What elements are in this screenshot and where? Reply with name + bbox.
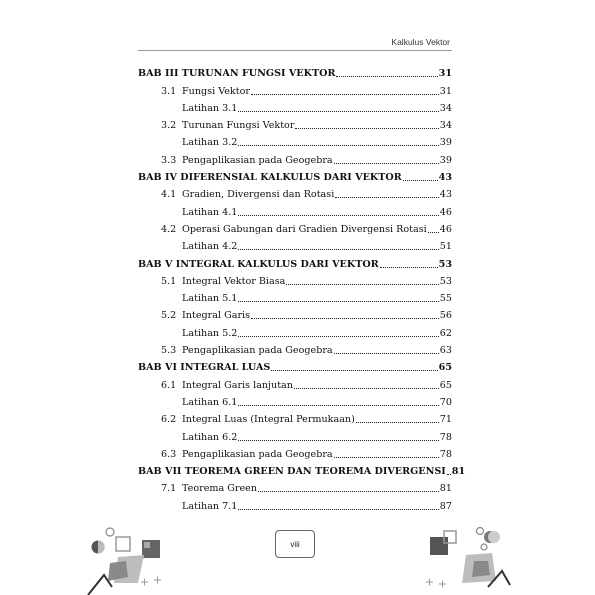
- toc-entry-page: 78: [439, 431, 452, 443]
- dot-leader: [251, 93, 439, 95]
- toc-entry-exercise: [138, 98, 452, 115]
- toc-entry-page: 53: [439, 275, 452, 287]
- toc-entry-title: Latihan 3.1: [182, 102, 238, 114]
- toc-entry-number: 6.1: [161, 379, 177, 391]
- toc-entry-exercise: [138, 322, 452, 339]
- dot-leader: [238, 300, 438, 302]
- toc-entry-chapter: [138, 357, 452, 374]
- toc-entry-page: 63: [439, 345, 452, 357]
- dot-leader: [334, 162, 439, 164]
- toc-entry-exercise: [138, 201, 452, 218]
- toc-entry-title: Gradien, Divergensi dan Rotasi: [182, 189, 335, 201]
- toc-entry-title: Pengaplikasian pada Geogebra: [182, 154, 333, 166]
- dot-leader: [251, 317, 439, 319]
- dot-leader: [238, 214, 438, 216]
- toc-entry-number: 6.3: [161, 448, 177, 460]
- toc-entry-chapter: [138, 253, 452, 270]
- toc-entry-page: 31: [439, 85, 452, 97]
- toc-entry-chapter: [138, 167, 452, 184]
- toc-entry-number: 5.2: [161, 310, 177, 322]
- toc-entry-page: 78: [439, 448, 452, 460]
- toc-entry-chapter: [138, 461, 466, 478]
- dot-leader: [238, 439, 438, 441]
- toc-entry-exercise: [138, 236, 452, 253]
- toc-entry-section: [138, 444, 452, 461]
- toc-entry-exercise: [138, 132, 452, 149]
- toc-entry-page: 39: [439, 154, 452, 166]
- toc-entry-title: Integral Garis: [182, 310, 251, 322]
- toc-entry-title: Latihan 6.1: [182, 396, 238, 408]
- toc-entry-title: Latihan 3.2: [182, 137, 238, 149]
- toc-entry-page: 51: [439, 241, 452, 253]
- toc-entry-section: [138, 478, 452, 495]
- toc-entry-title: Latihan 4.2: [182, 241, 238, 253]
- toc-entry-number: 5.3: [161, 345, 177, 357]
- toc-entry-page: 53: [438, 258, 452, 270]
- toc-entry-title: Operasi Gabungan dari Gradien Divergensi Rotasi: [182, 223, 427, 235]
- toc-entry-number: 4.1: [161, 189, 177, 201]
- toc-entry-number: 3.2: [161, 120, 177, 132]
- toc-entry-section: [138, 374, 452, 391]
- toc-entry-title: Pengaplikasian pada Geogebra: [182, 345, 333, 357]
- toc-entry-exercise: [138, 392, 452, 409]
- toc-entry-page: 46: [439, 223, 452, 235]
- dot-leader: [336, 75, 437, 77]
- toc-entry-section: [138, 340, 452, 357]
- geometric-shapes-icon: [86, 525, 171, 595]
- toc-entry-section: [138, 115, 452, 132]
- toc-entry-exercise: [138, 426, 452, 443]
- toc-entry-section: [138, 271, 452, 288]
- toc-entry-title: Latihan 5.2: [182, 327, 238, 339]
- page-number: viii: [275, 530, 315, 558]
- header-rule: [138, 50, 452, 51]
- toc-entry-page: 55: [439, 293, 452, 305]
- toc-entry-page: 34: [439, 102, 452, 114]
- dot-leader: [238, 248, 438, 250]
- dot-leader: [286, 283, 438, 285]
- toc-entry-title: BAB V INTEGRAL KALKULUS DARI VEKTOR: [138, 258, 379, 270]
- dot-leader: [335, 196, 439, 198]
- toc-entry-title: Teorema Green: [182, 483, 258, 495]
- toc-entry-section: [138, 409, 452, 426]
- dot-leader: [258, 490, 439, 492]
- toc-entry-title: BAB VI INTEGRAL LUAS: [138, 362, 271, 374]
- toc-entry-title: Integral Luas (Integral Permukaan): [182, 414, 355, 426]
- dot-leader: [334, 456, 439, 458]
- toc-entry-exercise: [138, 495, 452, 512]
- dot-leader: [356, 421, 439, 423]
- toc-entry-title: Fungsi Vektor: [182, 85, 250, 97]
- dot-leader: [403, 179, 438, 181]
- table-of-contents: [138, 63, 466, 513]
- running-header: Kalkulus Vektor: [391, 37, 450, 47]
- toc-entry-exercise: [138, 288, 452, 305]
- toc-entry-title: BAB III TURUNAN FUNGSI VEKTOR: [138, 68, 336, 80]
- toc-entry-section: [138, 305, 452, 322]
- toc-entry-title: BAB IV DIFERENSIAL KALKULUS DARI VEKTOR: [138, 172, 402, 184]
- toc-entry-page: 43: [439, 189, 452, 201]
- toc-entry-number: 7.1: [161, 483, 177, 495]
- toc-entry-section: [138, 219, 452, 236]
- toc-entry-page: 31: [438, 68, 452, 80]
- toc-entry-page: 70: [439, 396, 452, 408]
- dot-leader: [447, 473, 451, 475]
- geometric-shapes-icon: [422, 525, 512, 595]
- dot-leader: [238, 335, 438, 337]
- toc-entry-page: 56: [439, 310, 452, 322]
- toc-entry-page: 39: [439, 137, 452, 149]
- toc-entry-section: [138, 149, 452, 166]
- dot-leader: [334, 352, 439, 354]
- toc-entry-title: Latihan 5.1: [182, 293, 238, 305]
- toc-entry-page: 34: [439, 120, 452, 132]
- dot-leader: [238, 404, 438, 406]
- toc-entry-number: 3.1: [161, 85, 177, 97]
- toc-entry-title: Integral Garis lanjutan: [182, 379, 293, 391]
- toc-entry-page: 71: [439, 414, 452, 426]
- dot-leader: [428, 231, 439, 233]
- toc-entry-number: 4.2: [161, 223, 177, 235]
- toc-entry-page: 43: [438, 172, 452, 184]
- dot-leader: [271, 369, 437, 371]
- dot-leader: [294, 387, 439, 389]
- dot-leader: [380, 266, 438, 268]
- toc-entry-page: 65: [439, 379, 452, 391]
- toc-entry-page: 87: [439, 500, 452, 512]
- dot-leader: [238, 110, 438, 112]
- dot-leader: [295, 127, 438, 129]
- toc-entry-title: Latihan 6.2: [182, 431, 238, 443]
- toc-entry-page: 62: [439, 327, 452, 339]
- toc-entry-page: 65: [438, 362, 452, 374]
- toc-entry-title: BAB VII TEOREMA GREEN DAN TEOREMA DIVERGENSI: [138, 466, 446, 478]
- toc-entry-number: 5.1: [161, 275, 177, 287]
- toc-entry-chapter: [138, 63, 452, 80]
- toc-entry-title: Integral Vektor Biasa: [182, 275, 286, 287]
- toc-entry-page: 81: [439, 483, 452, 495]
- dot-leader: [238, 144, 438, 146]
- toc-entry-page: 46: [439, 206, 452, 218]
- toc-entry-section: [138, 80, 452, 97]
- dot-leader: [238, 508, 438, 510]
- toc-entry-title: Latihan 4.1: [182, 206, 238, 218]
- toc-entry-title: Turunan Fungsi Vektor: [182, 120, 295, 132]
- toc-entry-title: Pengaplikasian pada Geogebra: [182, 448, 333, 460]
- toc-entry-section: [138, 184, 452, 201]
- toc-entry-number: 6.2: [161, 414, 177, 426]
- toc-entry-title: Latihan 7.1: [182, 500, 238, 512]
- toc-entry-number: 3.3: [161, 154, 177, 166]
- toc-entry-page: 81: [451, 466, 466, 478]
